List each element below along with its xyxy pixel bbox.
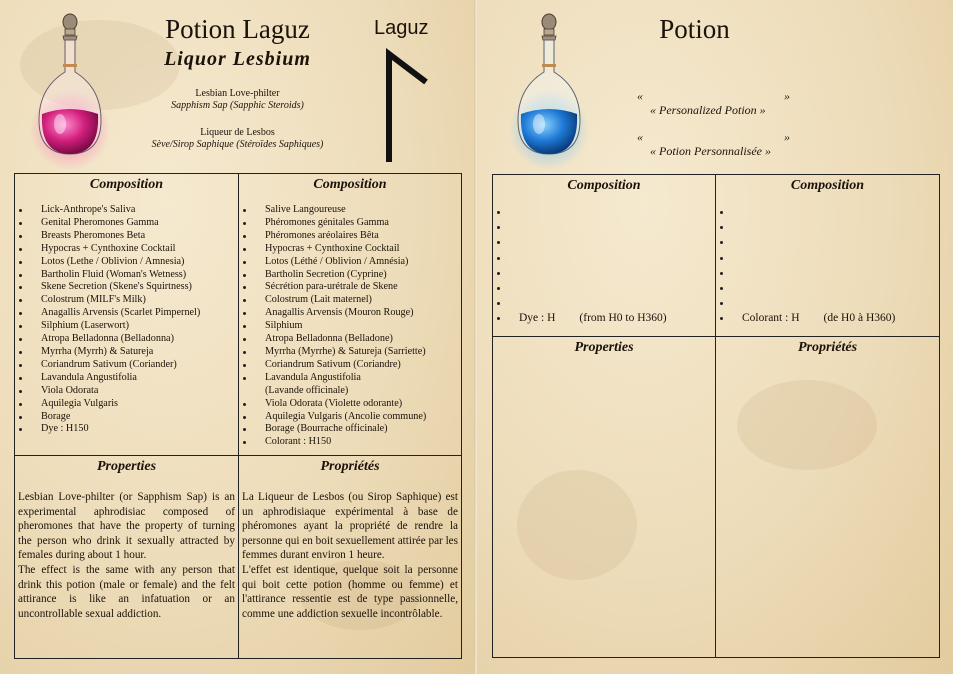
ingredient-item: Skene Secretion (Skene's Squirtness) [19, 281, 238, 294]
ingredient-list-fr [239, 196, 461, 449]
ingredient-item: Colorant : H150 [243, 436, 461, 449]
ingredient-list-fr [716, 197, 939, 329]
ingredient-item: Viola Odorata (Violette odorante) [243, 398, 461, 411]
composition-fr-heading: Composition [790, 178, 865, 193]
ingredient-item: Breasts Pheromones Beta [19, 230, 238, 243]
potion-bottle-pink [30, 12, 110, 172]
ingredient-item: Atropa Belladonna (Belladone) [243, 333, 461, 346]
dye-item [720, 311, 939, 329]
ingredient-item: Lavandula Angustifolia [243, 372, 461, 385]
ingredient-item: Phéromones aréolaires Bêta [243, 230, 461, 243]
composition-fr-cell [239, 174, 462, 456]
properties-fr-cell [239, 456, 462, 659]
potion-table [492, 174, 940, 658]
name-en-alt: Sapphism Sap (Sapphic Steroids) [171, 100, 304, 111]
ingredient-item: Hypocras + Cynthoxine Cocktail [19, 243, 238, 256]
quote-close: » [784, 89, 790, 103]
list-item [720, 296, 939, 311]
dye-item [497, 311, 715, 329]
list-item [497, 266, 715, 281]
dye-label: Colorant : H [742, 312, 800, 325]
left-page [0, 0, 476, 674]
composition-fr-cell [716, 175, 940, 337]
composition-en-cell [493, 175, 716, 337]
ingredient-item: Sécrétion para-urétrale de Skene [243, 281, 461, 294]
list-item [720, 281, 939, 296]
dye-range: (de H0 à H360) [823, 312, 896, 325]
list-item [720, 235, 939, 250]
ingredient-item: Coriandrum Sativum (Coriandre) [243, 359, 461, 372]
name-en: « Personalized Potion » [650, 103, 766, 117]
properties-en-paragraph: Lesbian Love-philter (or Sapphism Sap) is an experimental aphrodisiac composed of pheromones that have the property of turning the person who drink it sexually attracted by females during about 1 hour. [18, 491, 235, 562]
ingredient-item: Colostrum (Lait maternel) [243, 294, 461, 307]
name-fr: Liqueur de Lesbos [200, 127, 275, 138]
list-item [720, 205, 939, 220]
properties-fr-heading: Propriétés [797, 340, 858, 355]
properties-en-heading: Properties [96, 459, 157, 474]
ingredient-item: Myrrha (Myrrh) & Satureja [19, 346, 238, 359]
quote-open: « [637, 89, 643, 103]
ingredient-item: Borage [19, 411, 238, 424]
properties-en-text [15, 478, 238, 621]
ingredient-item: Viola Odorata [19, 385, 238, 398]
name-fr-alt: Sève/Sirop Saphique (Stéroïdes Saphiques) [151, 139, 324, 150]
ingredient-item: Hypocras + Cynthoxine Cocktail [243, 243, 461, 256]
potion-latin-name: Liquor Lesbium [164, 48, 311, 70]
ingredient-item: Silphium [243, 320, 461, 333]
list-item [497, 205, 715, 220]
ingredient-item: Bartholin Fluid (Woman's Wetness) [19, 269, 238, 282]
potion-table [14, 173, 462, 659]
ingredient-item: Aquilegia Vulgaris [19, 398, 238, 411]
right-page [477, 0, 953, 674]
properties-en-heading: Properties [574, 340, 634, 355]
properties-fr-paragraph: La Liqueur de Lesbos (ou Sirop Saphique) est un aphrodisiaque expérimental à base de phéromones ayant la propriété de rendre la personne qui en boit sexuellement attirée par les femmes durant environ 1 heure. [242, 491, 458, 562]
potion-title: Potion [659, 14, 730, 44]
name-fr: « Potion Personnalisée » [650, 144, 771, 158]
list-item [497, 235, 715, 250]
potion-bottle-blue [509, 12, 589, 172]
properties-en-cell [493, 337, 716, 658]
rune-label: Laguz [374, 17, 429, 39]
ingredient-item: (Lavande officinale) [265, 384, 349, 396]
list-item [497, 296, 715, 311]
ingredient-item: Atropa Belladonna (Belladonna) [19, 333, 238, 346]
quote-open: « [637, 130, 643, 144]
ingredient-list-en [15, 196, 238, 436]
list-item [497, 251, 715, 266]
ingredient-item: Lotos (Lethe / Oblivion / Amnesia) [19, 256, 238, 269]
ingredient-item: Phéromones génitales Gamma [243, 217, 461, 230]
potion-title: Potion Laguz [165, 14, 310, 44]
properties-fr-cell [716, 337, 940, 658]
properties-fr-paragraph: L'effet est identique, quelque soit la personne qui boit cette potion (homme ou femme) et l'attirance ressentie est de type passionnelle, comme une addiction sexuelle incontrôlable. [242, 563, 458, 620]
ingredient-item: Anagallis Arvensis (Scarlet Pimpernel) [19, 307, 238, 320]
ingredient-item: Borage (Bourrache officinale) [243, 423, 461, 436]
ingredient-item: Salive Langoureuse [243, 204, 461, 217]
properties-fr-heading: Propriétés [320, 459, 380, 474]
ingredient-list-en [493, 197, 715, 329]
ingredient-item: Lavandula Angustifolia [19, 372, 238, 385]
list-item [720, 251, 939, 266]
dye-range: (from H0 to H360) [579, 312, 667, 325]
ingredient-item: Colostrum (MILF's Milk) [19, 294, 238, 307]
list-item [720, 220, 939, 235]
properties-fr-text [239, 478, 461, 621]
list-item [497, 220, 715, 235]
ingredient-item: Coriandrum Sativum (Coriander) [19, 359, 238, 372]
list-item [720, 266, 939, 281]
ingredient-item: Aquilegia Vulgaris (Ancolie commune) [243, 411, 461, 424]
composition-en-heading: Composition [567, 178, 641, 193]
composition-en-heading: Composition [89, 177, 164, 192]
ingredient-item: Anagallis Arvensis (Mouron Rouge) [243, 307, 461, 320]
ingredient-item: Silphium (Laserwort) [19, 320, 238, 333]
ingredient-item: Genital Pheromones Gamma [19, 217, 238, 230]
list-item [497, 281, 715, 296]
ingredient-item: Bartholin Secretion (Cyprine) [243, 269, 461, 282]
name-en: Lesbian Love-philter [195, 88, 280, 99]
dye-label: Dye : H [519, 312, 556, 325]
laguz-rune-icon [382, 46, 432, 164]
ingredient-item: Lotos (Léthé / Oblivion / Amnésia) [243, 256, 461, 269]
ingredient-item: Dye : H150 [19, 423, 238, 436]
ingredient-item: Lick-Anthrope's Saliva [19, 204, 238, 217]
properties-en-paragraph: The effect is the same with any person that drink this potion (male or female) and the felt attirance is like an infatuation or an uncontrollable sexual addiction. [18, 563, 235, 620]
composition-en-cell [15, 174, 239, 456]
ingredient-item: Myrrha (Myrrhe) & Satureja (Sarriette) [243, 346, 461, 359]
composition-fr-heading: Composition [313, 177, 387, 192]
properties-en-cell [15, 456, 239, 659]
quote-close: » [784, 130, 790, 144]
